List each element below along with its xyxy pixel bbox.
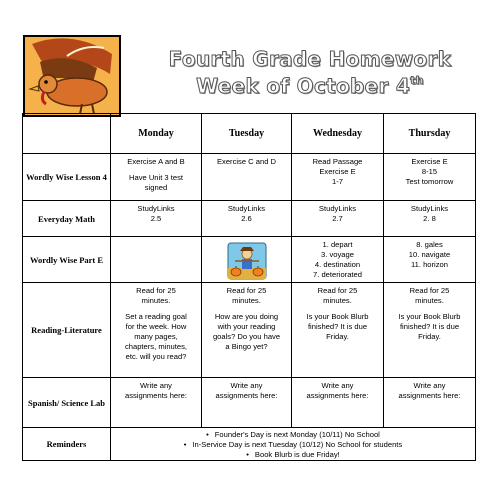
- title-superscript: th: [410, 74, 424, 87]
- reminder-item: • In-Service Day is next Tuesday (10/12) No School for students: [111, 440, 475, 450]
- row-header-reminders: Reminders: [23, 428, 111, 461]
- cell-line: 11. horizon: [410, 260, 448, 269]
- column-header-thursday: Thursday: [384, 114, 476, 154]
- page-title: [140, 48, 480, 97]
- column-header-tuesday: Tuesday: [202, 114, 292, 154]
- cell-line: 2.7: [332, 214, 343, 223]
- table-cell: [202, 378, 292, 428]
- cell-line: 1-7: [332, 177, 343, 186]
- cell-line: etc. will you read?: [125, 352, 187, 361]
- cell-line: many pages,: [134, 332, 178, 341]
- table-cell: [292, 201, 384, 237]
- cell-line: chapters, minutes,: [124, 342, 188, 351]
- table-cell: [111, 201, 202, 237]
- cell-line: Set a reading goal: [125, 312, 187, 321]
- cell-line: 2. 8: [423, 214, 436, 223]
- table-cell: [384, 154, 476, 201]
- cell-line: 8-15: [421, 167, 438, 176]
- cell-line: 1. depart: [322, 240, 353, 249]
- cell-line: finished? It is due: [399, 322, 460, 331]
- cell-line: 8. gales: [416, 240, 443, 249]
- cell-line: 2.5: [150, 214, 162, 223]
- table-cell: [384, 201, 476, 237]
- cell-line: minutes.: [323, 296, 352, 305]
- table-cell: [111, 378, 202, 428]
- table-cell: [384, 283, 476, 378]
- header-row: [23, 114, 476, 154]
- cell-line: 10. navigate: [408, 250, 451, 259]
- title-line-2: [140, 70, 480, 97]
- corner-cell: [23, 114, 111, 154]
- row-header-wordly-wise-part-e: Wordly Wise Part E: [23, 237, 111, 283]
- cell-line: Write any: [140, 381, 172, 390]
- cell-line: finished? It is due: [307, 322, 368, 331]
- cell-line: assignments here:: [398, 391, 461, 400]
- reminders-list: [111, 430, 475, 460]
- cell-line: 3. voyage: [321, 250, 354, 259]
- scarecrow-pumpkin-icon: [227, 242, 267, 280]
- cell-line: for the week. How: [125, 322, 187, 331]
- table-cell: [292, 283, 384, 378]
- cell-line: How are you doing: [214, 312, 279, 321]
- table-row: [23, 201, 476, 237]
- cell-line: Read for 25: [136, 286, 176, 295]
- cell-line: with your reading: [217, 322, 276, 331]
- cell-line: StudyLinks: [227, 204, 266, 213]
- cell-line: StudyLinks: [318, 204, 357, 213]
- cell-line: Read for 25: [409, 286, 450, 295]
- reminders-cell: [111, 428, 476, 461]
- cell-line: Read for 25: [226, 286, 267, 295]
- reminders-row: [23, 428, 476, 461]
- cell-line: Write any: [413, 381, 446, 390]
- cell-line: signed: [144, 183, 168, 192]
- table-cell: [202, 201, 292, 237]
- cell-line: Is your Book Blurb: [398, 312, 461, 321]
- cell-line: goals? Do you have: [212, 332, 281, 341]
- column-header-wednesday: Wednesday: [292, 114, 384, 154]
- cell-line: Is your Book Blurb: [306, 312, 369, 321]
- cell-line: Have Unit 3 test: [128, 173, 184, 182]
- table-cell: [111, 283, 202, 378]
- cell-line: assignments here:: [124, 391, 188, 400]
- cell-line: Exercise E: [411, 157, 448, 166]
- cell-line: Write any: [321, 381, 354, 390]
- title-line-1: Fourth Grade Homework: [168, 47, 452, 71]
- cell-line: a Bingo yet?: [225, 342, 268, 351]
- row-header-everyday-math: Everyday Math: [23, 201, 111, 237]
- cell-line: Friday.: [326, 332, 349, 341]
- cell-line: StudyLinks: [410, 204, 449, 213]
- row-header-spanish-science-lab: Spanish/ Science Lab: [23, 378, 111, 428]
- table-cell: [292, 378, 384, 428]
- cell-line: StudyLinks: [137, 204, 175, 213]
- table-cell: [384, 237, 476, 283]
- table-cell: [111, 154, 202, 201]
- cell-line: Read Passage: [312, 157, 363, 166]
- cell-line: minutes.: [415, 296, 444, 305]
- cell-line: Exercise C and D: [216, 157, 277, 166]
- table-cell: [292, 154, 384, 201]
- row-header-wordly-wise-lesson: Wordly Wise Lesson 4: [23, 154, 111, 201]
- cell-line: assignments here:: [215, 391, 278, 400]
- table-cell: [111, 237, 202, 283]
- row-header-reading-literature: Reading-Literature: [23, 283, 111, 378]
- homework-table: [22, 113, 476, 461]
- table-cell: [202, 154, 292, 201]
- turkey-clipart-icon: [22, 34, 122, 118]
- table-cell: [384, 378, 476, 428]
- cell-line: minutes.: [141, 296, 171, 305]
- reminder-item: • Book Blurb is due Friday!: [111, 450, 475, 460]
- table-row: [23, 237, 476, 283]
- cell-line: 7. deteriorated: [313, 270, 362, 279]
- cell-line: Read for 25: [317, 286, 358, 295]
- cell-line: Friday.: [418, 332, 441, 341]
- table-row: [23, 283, 476, 378]
- cell-line: Test tomorrow: [405, 177, 454, 186]
- table-cell: [292, 237, 384, 283]
- cell-line: minutes.: [232, 296, 261, 305]
- table-cell: [202, 237, 292, 283]
- table-row: [23, 378, 476, 428]
- reminder-item: • Founder's Day is next Monday (10/11) No School: [111, 430, 475, 440]
- title-line-2-text: Week of October 4: [196, 74, 411, 98]
- table-row: [23, 154, 476, 201]
- cell-line: 4. destination: [314, 260, 361, 269]
- cell-line: 2.6: [241, 214, 252, 223]
- cell-line: assignments here:: [306, 391, 369, 400]
- table-cell: [202, 283, 292, 378]
- cell-line: Write any: [230, 381, 263, 390]
- column-header-monday: Monday: [111, 114, 202, 154]
- cell-line: Exercise E: [319, 167, 356, 176]
- cell-line: Exercise A and B: [127, 157, 185, 166]
